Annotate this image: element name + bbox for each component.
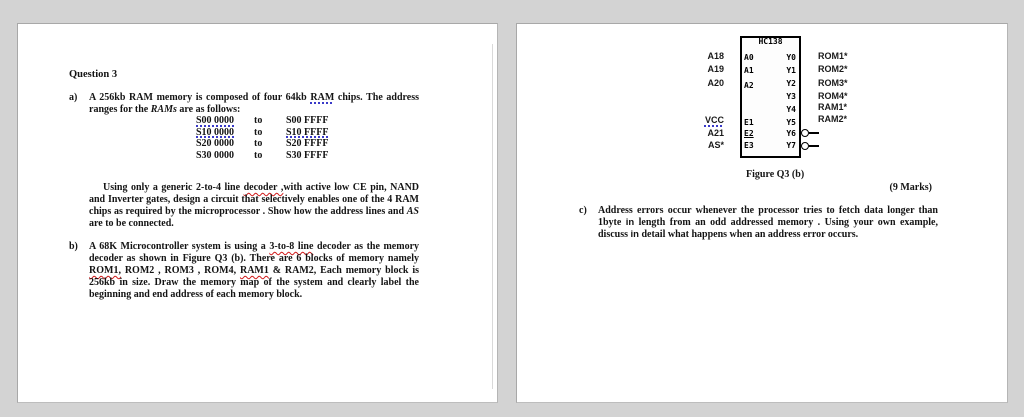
item-b-text: A 68K Microcontroller system is using a xyxy=(89,241,270,252)
pin-a1: A1 xyxy=(744,66,754,75)
signal-ram2: RAM2* xyxy=(818,114,848,124)
item-c-paragraph xyxy=(598,205,938,241)
spellcheck-ram: RAM xyxy=(310,92,335,103)
pin-e3: E3 xyxy=(744,141,754,150)
item-b-text: ROM2 , ROM3 , ROM4, xyxy=(120,265,240,276)
item-c-text: Address errors occur whenever the processor tries to fetch data longer than 1byte xyxy=(598,205,938,228)
spellcheck-rom1: ROM1, xyxy=(89,265,121,276)
rams-italic: RAMs xyxy=(150,104,177,115)
address-start: S30 0000 xyxy=(196,150,235,162)
signal-a21: A21 xyxy=(707,128,724,138)
signal-rom1: ROM1* xyxy=(818,51,848,61)
pin-a2: A2 xyxy=(744,81,754,90)
address-range-table xyxy=(196,115,329,162)
address-end: S20 FFFF xyxy=(286,138,329,150)
pin-e1: E1 xyxy=(744,118,754,127)
question-heading: Question 3 xyxy=(69,69,118,80)
signal-as: AS* xyxy=(707,140,724,150)
item-b-text: & RAM2, Each memory block is 256kb in size. Draw the memory map of the system and clearly label the beginning and end address of each memory block. xyxy=(89,265,419,300)
table-row xyxy=(196,150,329,162)
pin-y0: Y0 xyxy=(786,53,796,62)
signal-vcc: VCC xyxy=(704,115,724,125)
signal-ram1: RAM1* xyxy=(818,102,848,112)
item-a-design-paragraph xyxy=(89,182,419,230)
spellcheck-3to8: 3-to-8 line xyxy=(269,241,314,252)
item-a-label: a) xyxy=(69,92,78,103)
item-c-label: c) xyxy=(579,205,587,216)
y6-output-stub xyxy=(809,132,819,134)
pin-y3: Y3 xyxy=(786,92,796,101)
page-right xyxy=(516,23,1008,403)
address-start: S00 0000 xyxy=(196,115,235,126)
pin-y2: Y2 xyxy=(786,79,796,88)
design-text: Using only a generic 2-to-4 line xyxy=(103,182,244,193)
figure-caption: Figure Q3 (b) xyxy=(746,169,805,180)
signal-a19: A19 xyxy=(707,64,724,74)
design-text: with active low CE pin, NAND and Inverter gates, design a circuit that selectively enables one of the 4 RAM chips as required by the microprocessor . Show how the address lines and xyxy=(89,182,420,217)
address-start: S20 0000 xyxy=(196,138,235,150)
pin-e2: E2 xyxy=(744,129,754,138)
y7-inverter-bubble xyxy=(801,142,809,150)
signal-rom4: ROM4* xyxy=(818,91,848,101)
table-row xyxy=(196,115,329,127)
design-text: are to be connected. xyxy=(89,218,174,229)
item-a-text: are as follows: xyxy=(176,104,241,115)
inserted-word: in xyxy=(630,229,639,240)
item-c-text: detail what happens when an address error occurs. xyxy=(638,229,859,240)
signal-a18: A18 xyxy=(707,51,724,61)
pin-y5: Y5 xyxy=(786,118,796,127)
signal-rom2: ROM2* xyxy=(818,64,848,74)
signal-rom3: ROM3* xyxy=(818,78,848,88)
to-label: to xyxy=(254,138,263,150)
spellcheck-decoder: decoder , xyxy=(243,182,284,193)
item-a-text: A 256kb RAM memory is composed of four 64kb xyxy=(89,92,311,103)
item-b-label: b) xyxy=(69,241,78,252)
as-italic: AS xyxy=(406,206,419,217)
page-left xyxy=(17,23,498,403)
address-end: S10 FFFF xyxy=(286,126,329,138)
signal-a20: A20 xyxy=(707,78,724,88)
address-end: S00 FFFF xyxy=(286,115,329,126)
item-b-text: decoder as the memory decoder as shown in Figure Q3 (b). There are 6 blocks of memory namely xyxy=(89,241,420,264)
y7-output-stub xyxy=(809,145,819,147)
page-fold-line xyxy=(492,44,493,389)
item-a-text: chips. The address ranges for the xyxy=(89,92,419,115)
to-label: to xyxy=(254,115,263,126)
pin-y1: Y1 xyxy=(786,66,796,75)
to-label: to xyxy=(254,150,263,162)
y6-inverter-bubble xyxy=(801,129,809,137)
pin-y4: Y4 xyxy=(786,105,796,114)
inserted-word: in xyxy=(625,217,635,228)
table-row xyxy=(196,138,329,150)
address-start: S10 0000 xyxy=(196,126,235,138)
spellcheck-ram1: RAM1 xyxy=(239,265,269,276)
chip-label: HC138 xyxy=(758,37,783,46)
item-b-paragraph xyxy=(89,241,419,301)
item-c-text: length from an odd addressed memory . Using your own example, discuss xyxy=(598,217,938,240)
item-a-paragraph xyxy=(89,92,419,116)
marks-label: (9 Marks) xyxy=(889,182,932,193)
pin-a0: A0 xyxy=(744,53,754,62)
to-label: to xyxy=(254,126,263,138)
pin-y7: Y7 xyxy=(786,141,796,150)
pin-y6: Y6 xyxy=(786,129,796,138)
table-row xyxy=(196,127,329,139)
hc138-decoder-chip xyxy=(740,36,801,158)
address-end: S30 FFFF xyxy=(286,150,329,162)
